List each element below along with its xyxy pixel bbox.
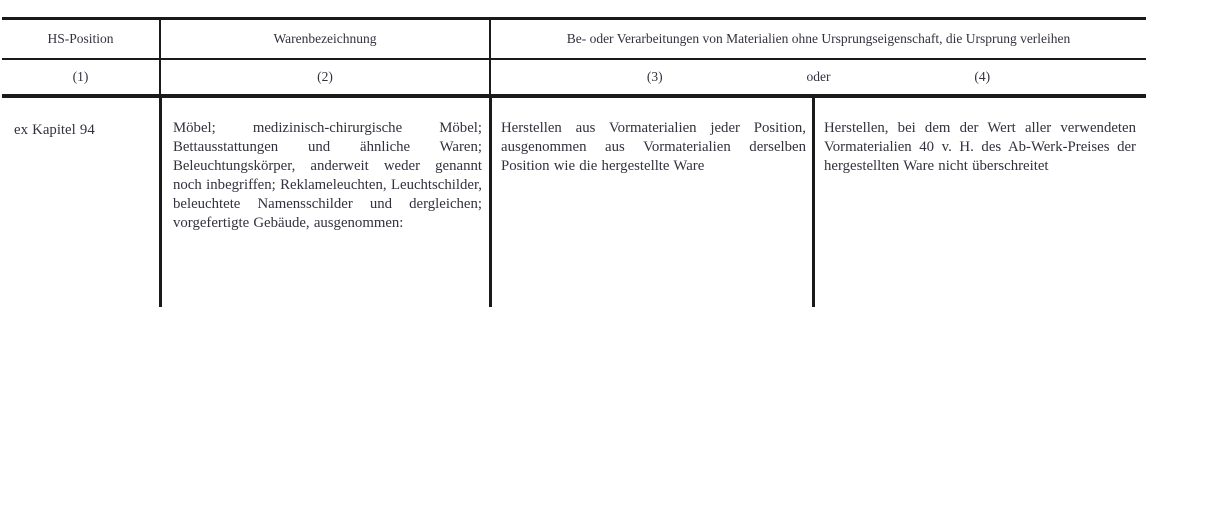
cell-regel-spalte3: Herstellen aus Vormaterialien jeder Position, ausgenommen aus Vormaterialien derselben Position wie die hergestellte Ware (489, 98, 812, 307)
cell-warenbezeichnung: Möbel; medizinisch-chirurgische Möbel; Bettausstattungen und ähnliche Waren; Beleuchtungskörper, anderweit weder genannt noch inbegriffen; Reklameleuchten, Leuchtschilder, beleuchtete Namensschilder und dergleichen; vorgefertigte Gebäude, ausgenommen: (159, 98, 489, 307)
subheader-col2-number: (2) (159, 60, 489, 94)
subheader-col1-number: (1) (72, 69, 89, 84)
cell-hs-position: ex Kapitel 94 (14, 122, 95, 138)
subheader-col3-4-span (489, 60, 1146, 94)
cell-regel-spalte4: Herstellen, bei dem der Wert aller verwendeten Vormaterialien 40 v. H. des Ab-Werk-Preises der hergestellten Ware nicht überschreitet (812, 98, 1146, 307)
header-hs-position: HS-Position (47, 31, 114, 46)
subheader-col3-number: (3) (646, 69, 663, 84)
header-verarbeitungen: Be- oder Verarbeitungen von Materialien ohne Ursprungseigenschaft, die Ursprung verleihen (489, 20, 1146, 58)
table-header-row (2, 17, 1146, 60)
subheader-oder-label: oder (806, 69, 831, 84)
origin-rules-table (2, 17, 1146, 307)
subheader-col4-number: (4) (974, 69, 991, 84)
table-row (2, 98, 1146, 307)
header-warenbezeichnung: Warenbezeichnung (159, 20, 489, 58)
table-subheader-row (2, 60, 1146, 98)
